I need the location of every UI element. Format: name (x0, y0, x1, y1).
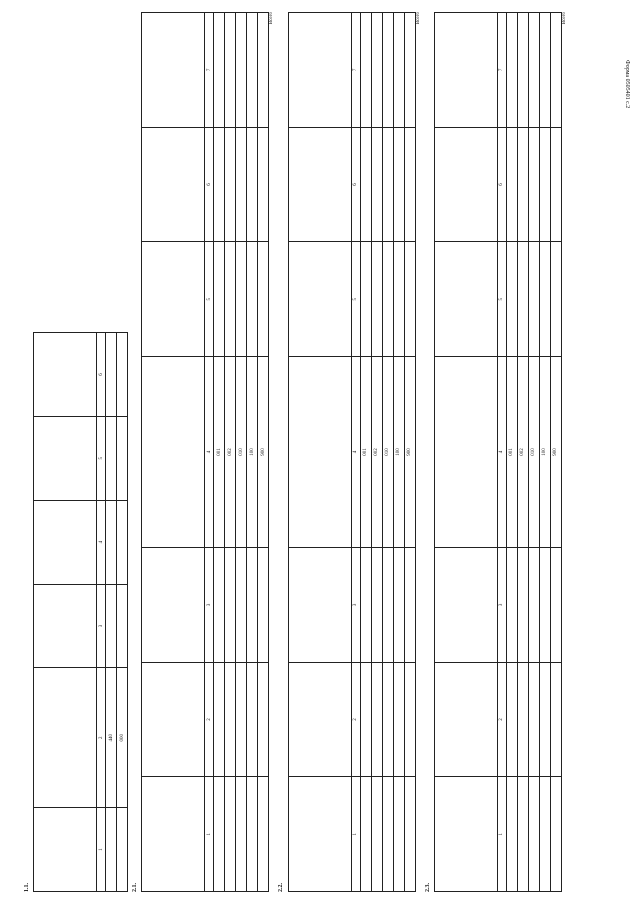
table-cell: 100 (247, 357, 258, 548)
column-number: 3 (205, 548, 214, 663)
table-cell (382, 13, 393, 128)
table-cell (393, 13, 404, 128)
table-cell (528, 777, 539, 892)
column-number: 1 (497, 777, 506, 892)
header-cell (434, 242, 497, 357)
table-cell (106, 416, 117, 500)
table-cell (117, 500, 128, 584)
column-number: 2 (351, 662, 360, 777)
table-cell (360, 662, 371, 777)
table-cell: 001 (360, 357, 371, 548)
table-cell (539, 13, 550, 128)
table-cell (393, 548, 404, 663)
table-cell: 001 (214, 357, 225, 548)
column-number: 1 (351, 777, 360, 892)
table-cell (236, 777, 247, 892)
table-cell (225, 127, 236, 242)
table-cell (506, 777, 517, 892)
column-number: 6 (351, 127, 360, 242)
table-cell: 010 (528, 357, 539, 548)
table-cell (539, 548, 550, 663)
column-number: 3 (351, 548, 360, 663)
column-number: 4 (497, 357, 506, 548)
sections (24, 12, 567, 892)
form-code: Форма 0505401 с.2 (624, 60, 630, 109)
table-cell (539, 242, 550, 357)
table-cell (393, 242, 404, 357)
table-cell (247, 662, 258, 777)
section-table (141, 12, 269, 892)
table-cell (528, 127, 539, 242)
column-number: 2 (205, 662, 214, 777)
table-cell (404, 127, 415, 242)
section-table (33, 332, 128, 892)
rotated-content (20, 12, 640, 892)
table-cell (539, 662, 550, 777)
table-cell (360, 777, 371, 892)
header-cell (34, 416, 97, 500)
column-number: 7 (497, 13, 506, 128)
header-cell (34, 668, 97, 808)
header-cell (288, 662, 351, 777)
column-number: 5 (351, 242, 360, 357)
section-heading: 2.1. (132, 883, 139, 892)
table-cell (214, 13, 225, 128)
table-cell (539, 777, 550, 892)
table-cell (225, 13, 236, 128)
table-cell: 002 (517, 357, 528, 548)
header-cell (434, 13, 497, 128)
table-cell (236, 127, 247, 242)
table-cell (393, 777, 404, 892)
table-cell (382, 777, 393, 892)
table-cell (404, 13, 415, 128)
table-cell: 900 (550, 357, 561, 548)
table-cell (550, 662, 561, 777)
header-cell (142, 13, 205, 128)
table-cell (528, 242, 539, 357)
table-cell (236, 242, 247, 357)
section-table (434, 12, 562, 892)
header-cell (288, 127, 351, 242)
header-cell (288, 548, 351, 663)
column-number: 2 (497, 662, 506, 777)
table-cell (360, 127, 371, 242)
table-cell (382, 548, 393, 663)
table-cell (247, 777, 258, 892)
table-cell (258, 127, 269, 242)
column-number: 1 (205, 777, 214, 892)
table-cell (382, 662, 393, 777)
header-cell (434, 127, 497, 242)
column-number: 2 (97, 668, 106, 808)
section-table (288, 12, 416, 892)
table-cell (371, 13, 382, 128)
column-number: 5 (205, 242, 214, 357)
table-cell (550, 242, 561, 357)
header-cell (34, 584, 97, 668)
column-number: 6 (497, 127, 506, 242)
header-cell (142, 127, 205, 242)
header-cell (142, 548, 205, 663)
table-cell (360, 548, 371, 663)
table-cell: 001 (506, 357, 517, 548)
table-cell (550, 548, 561, 663)
table-cell (117, 808, 128, 892)
column-number: 6 (97, 333, 106, 417)
table-cell: 010 (236, 357, 247, 548)
column-number: 3 (97, 584, 106, 668)
header-cell (434, 357, 497, 548)
total-label: Всего (561, 12, 567, 25)
table-cell (528, 662, 539, 777)
table-cell (258, 777, 269, 892)
table-cell (214, 777, 225, 892)
total-label: Всего (415, 12, 421, 25)
header-cell (142, 357, 205, 548)
table-cell (214, 127, 225, 242)
table-cell: 900 (404, 357, 415, 548)
section-heading: 1.1. (24, 883, 30, 892)
table-cell (117, 416, 128, 500)
table-cell (550, 777, 561, 892)
table-cell (360, 242, 371, 357)
table-cell (517, 13, 528, 128)
table-cell (371, 662, 382, 777)
table-cell (117, 584, 128, 668)
table-cell (106, 808, 117, 892)
table-cell (506, 662, 517, 777)
header-cell (142, 777, 205, 892)
column-number: 5 (497, 242, 506, 357)
table-cell (517, 662, 528, 777)
table-cell: 440 (106, 668, 117, 808)
table-cell (106, 500, 117, 584)
table-cell (528, 548, 539, 663)
table-cell (258, 662, 269, 777)
table-cell (117, 333, 128, 417)
table-cell (247, 127, 258, 242)
header-cell (288, 777, 351, 892)
table-cell (371, 548, 382, 663)
table-cell (258, 548, 269, 663)
table-cell (382, 242, 393, 357)
table-cell (225, 777, 236, 892)
table-cell (258, 242, 269, 357)
section-heading: 2.3. (424, 883, 431, 892)
table-cell (258, 13, 269, 128)
table-cell: 000 (117, 668, 128, 808)
table-cell (550, 127, 561, 242)
table-cell (371, 127, 382, 242)
column-number: 1 (97, 808, 106, 892)
table-cell (382, 127, 393, 242)
header-cell (434, 777, 497, 892)
table-cell: 010 (382, 357, 393, 548)
header-cell (142, 242, 205, 357)
column-number: 3 (497, 548, 506, 663)
table-cell (539, 127, 550, 242)
column-number: 6 (205, 127, 214, 242)
section-heading: 2.2. (278, 883, 285, 892)
table-cell (404, 777, 415, 892)
table-cell (393, 127, 404, 242)
table-cell (404, 662, 415, 777)
table-cell (214, 548, 225, 663)
column-number: 5 (97, 416, 106, 500)
table-cell (236, 13, 247, 128)
header-cell (434, 662, 497, 777)
table-cell (371, 777, 382, 892)
header-cell (288, 357, 351, 548)
header-cell (34, 808, 97, 892)
table-cell: 002 (225, 357, 236, 548)
column-number: 4 (97, 500, 106, 584)
table-cell: 100 (393, 357, 404, 548)
table-cell (517, 548, 528, 663)
table-cell: 100 (539, 357, 550, 548)
table-cell (517, 777, 528, 892)
header-cell (288, 242, 351, 357)
table-cell (225, 662, 236, 777)
table-cell (506, 127, 517, 242)
header-cell (434, 548, 497, 663)
column-number: 4 (205, 357, 214, 548)
table-cell (404, 242, 415, 357)
column-number: 7 (351, 13, 360, 128)
table-cell (236, 662, 247, 777)
table-cell (506, 13, 517, 128)
header-cell (142, 662, 205, 777)
table-cell (517, 127, 528, 242)
table-cell (247, 13, 258, 128)
total-label: Всего (269, 12, 275, 25)
table-cell (106, 333, 117, 417)
table-cell: 900 (258, 357, 269, 548)
table-cell (106, 584, 117, 668)
header-cell (34, 500, 97, 584)
table-cell (506, 242, 517, 357)
table-cell (214, 662, 225, 777)
table-cell (528, 13, 539, 128)
table-cell (225, 242, 236, 357)
table-cell (214, 242, 225, 357)
column-number: 7 (205, 13, 214, 128)
table-cell (371, 242, 382, 357)
table-cell (225, 548, 236, 663)
table-cell (506, 548, 517, 663)
table-cell (236, 548, 247, 663)
table-cell (247, 548, 258, 663)
header-cell (34, 333, 97, 417)
table-cell: 002 (371, 357, 382, 548)
table-cell (247, 242, 258, 357)
table-cell (550, 13, 561, 128)
table-cell (517, 242, 528, 357)
header-cell (288, 13, 351, 128)
column-number: 4 (351, 357, 360, 548)
table-cell (404, 548, 415, 663)
table-cell (360, 13, 371, 128)
table-cell (393, 662, 404, 777)
